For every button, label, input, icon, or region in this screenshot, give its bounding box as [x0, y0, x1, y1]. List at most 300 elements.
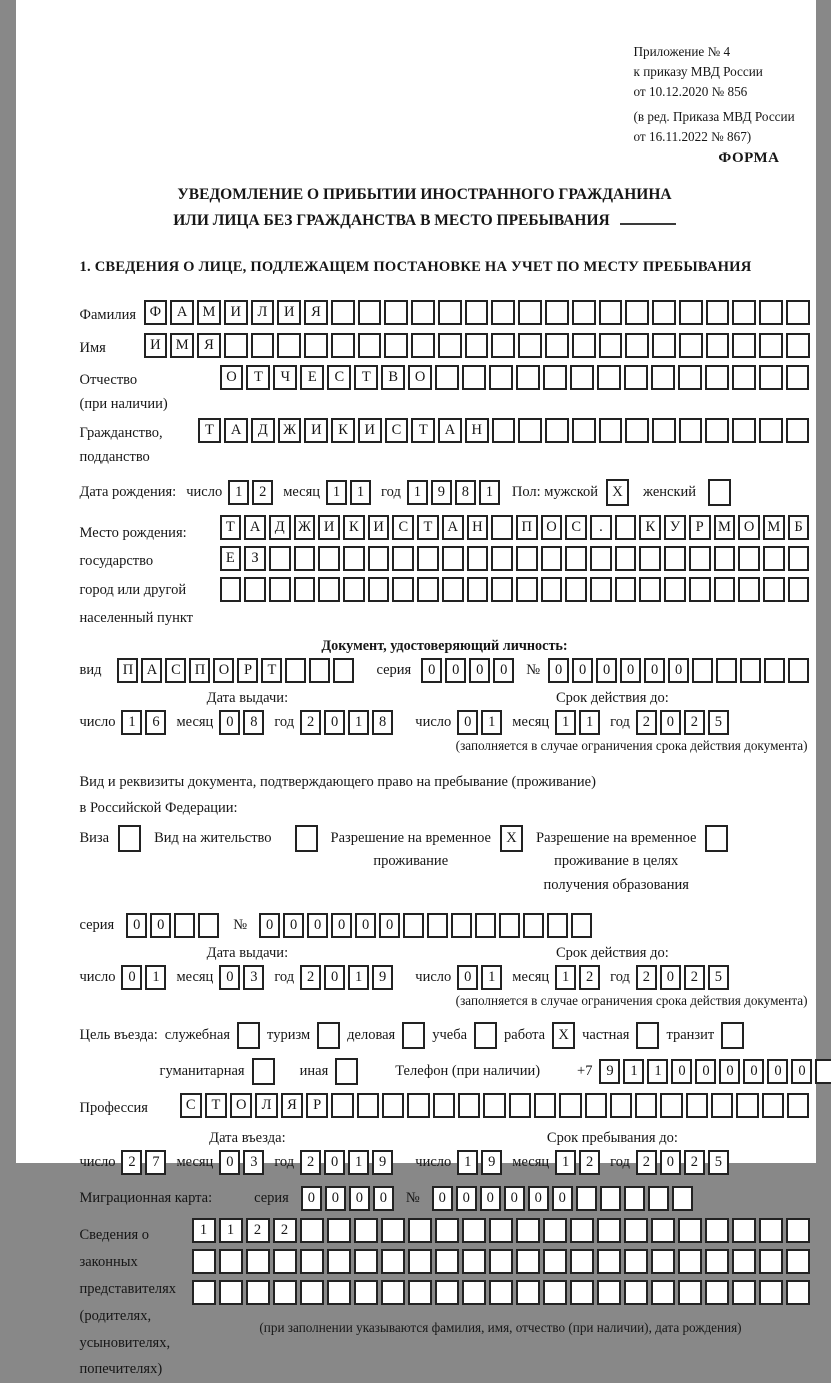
form-cell[interactable] — [788, 546, 810, 571]
form-cell[interactable]: П — [189, 658, 210, 683]
form-cell[interactable] — [516, 1218, 540, 1243]
form-cell[interactable]: Б — [788, 515, 810, 540]
form-cell[interactable] — [467, 577, 489, 602]
form-cell[interactable]: 9 — [372, 1150, 393, 1175]
form-cell[interactable] — [317, 1022, 340, 1049]
form-cell[interactable]: К — [343, 515, 365, 540]
form-cell[interactable] — [679, 300, 703, 325]
form-cell[interactable] — [327, 1280, 351, 1305]
form-cell[interactable] — [219, 1280, 243, 1305]
form-cell[interactable] — [403, 913, 424, 938]
form-cell[interactable] — [565, 577, 587, 602]
form-cell[interactable]: О — [541, 515, 563, 540]
form-cell[interactable]: 9 — [431, 480, 452, 505]
form-cell[interactable] — [615, 577, 637, 602]
form-cell[interactable] — [625, 418, 649, 443]
form-cell[interactable] — [489, 365, 513, 390]
form-cell[interactable] — [516, 365, 540, 390]
form-cell[interactable] — [417, 546, 439, 571]
form-cell[interactable] — [624, 1249, 648, 1274]
form-cell[interactable]: О — [738, 515, 760, 540]
form-cell[interactable]: 2 — [636, 965, 657, 990]
birth-day-input[interactable] — [228, 480, 273, 505]
form-cell[interactable] — [467, 546, 489, 571]
form-cell[interactable] — [786, 1249, 810, 1274]
form-cell[interactable] — [716, 658, 737, 683]
form-cell[interactable] — [545, 418, 569, 443]
form-cell[interactable] — [294, 546, 316, 571]
birth-place-line1[interactable] — [220, 515, 810, 540]
patronymic-input[interactable] — [220, 365, 810, 390]
form-cell[interactable]: 0 — [324, 1150, 345, 1175]
form-cell[interactable]: Л — [255, 1093, 277, 1118]
form-cell[interactable]: 0 — [456, 1186, 477, 1211]
purpose-work-checkbox[interactable] — [552, 1022, 575, 1049]
doc-number-input[interactable] — [548, 658, 809, 683]
form-cell[interactable]: Т — [411, 418, 435, 443]
form-cell[interactable]: 2 — [300, 1150, 321, 1175]
form-cell[interactable] — [489, 1218, 513, 1243]
form-cell[interactable]: 0 — [644, 658, 665, 683]
form-cell[interactable]: 9 — [481, 1150, 502, 1175]
form-cell[interactable]: 0 — [283, 913, 304, 938]
form-cell[interactable] — [438, 333, 462, 358]
form-cell[interactable] — [786, 1218, 810, 1243]
form-cell[interactable] — [624, 365, 648, 390]
form-cell[interactable]: 0 — [791, 1059, 812, 1084]
form-cell[interactable] — [331, 333, 355, 358]
form-cell[interactable] — [547, 913, 568, 938]
residence-number-input[interactable] — [259, 913, 592, 938]
form-cell[interactable] — [705, 825, 728, 852]
form-cell[interactable]: 1 — [407, 480, 428, 505]
form-cell[interactable]: И — [277, 300, 301, 325]
form-cell[interactable] — [368, 577, 390, 602]
form-cell[interactable] — [516, 577, 538, 602]
form-cell[interactable] — [570, 365, 594, 390]
temp-residence-checkbox[interactable] — [500, 825, 523, 852]
form-cell[interactable] — [570, 1249, 594, 1274]
form-cell[interactable]: 9 — [599, 1059, 620, 1084]
form-cell[interactable]: П — [117, 658, 138, 683]
form-cell[interactable] — [624, 1186, 645, 1211]
form-cell[interactable]: 8 — [243, 710, 264, 735]
form-cell[interactable]: X — [500, 825, 523, 852]
form-cell[interactable]: 0 — [457, 710, 478, 735]
form-cell[interactable] — [732, 1280, 756, 1305]
form-cell[interactable] — [759, 333, 783, 358]
phone-input[interactable] — [599, 1059, 831, 1084]
form-cell[interactable]: 0 — [126, 913, 147, 938]
form-cell[interactable]: 1 — [623, 1059, 644, 1084]
form-cell[interactable] — [277, 333, 301, 358]
form-cell[interactable] — [294, 577, 316, 602]
purpose-business-checkbox[interactable] — [402, 1022, 425, 1049]
form-cell[interactable]: С — [385, 418, 409, 443]
form-cell[interactable]: 0 — [493, 658, 514, 683]
form-cell[interactable] — [652, 418, 676, 443]
form-cell[interactable] — [174, 913, 195, 938]
form-cell[interactable] — [331, 1093, 353, 1118]
form-cell[interactable] — [664, 546, 686, 571]
form-cell[interactable]: 0 — [668, 658, 689, 683]
form-cell[interactable]: О — [408, 365, 432, 390]
purpose-private-checkbox[interactable] — [636, 1022, 659, 1049]
form-cell[interactable] — [489, 1280, 513, 1305]
form-cell[interactable]: Р — [689, 515, 711, 540]
form-cell[interactable] — [678, 365, 702, 390]
form-cell[interactable] — [759, 1249, 783, 1274]
form-cell[interactable] — [678, 1249, 702, 1274]
surname-input[interactable] — [144, 300, 810, 325]
form-cell[interactable] — [705, 365, 729, 390]
form-cell[interactable]: 0 — [349, 1186, 370, 1211]
form-cell[interactable] — [705, 1218, 729, 1243]
form-cell[interactable]: С — [327, 365, 351, 390]
form-cell[interactable] — [435, 1249, 459, 1274]
form-cell[interactable] — [732, 300, 756, 325]
valid-day-input[interactable] — [457, 710, 502, 735]
form-cell[interactable]: П — [516, 515, 538, 540]
form-cell[interactable] — [318, 577, 340, 602]
form-cell[interactable] — [615, 546, 637, 571]
form-cell[interactable] — [740, 658, 761, 683]
form-cell[interactable]: 0 — [432, 1186, 453, 1211]
doc-series-input[interactable] — [421, 658, 514, 683]
form-cell[interactable]: 0 — [219, 710, 240, 735]
form-cell[interactable]: X — [552, 1022, 575, 1049]
form-cell[interactable] — [732, 418, 756, 443]
form-cell[interactable] — [402, 1022, 425, 1049]
form-cell[interactable]: Р — [306, 1093, 328, 1118]
form-cell[interactable] — [384, 333, 408, 358]
form-cell[interactable]: М — [197, 300, 221, 325]
form-cell[interactable]: 1 — [348, 1150, 369, 1175]
form-cell[interactable]: 0 — [331, 913, 352, 938]
form-cell[interactable] — [381, 1218, 405, 1243]
form-cell[interactable]: 0 — [219, 965, 240, 990]
form-cell[interactable]: 0 — [150, 913, 171, 938]
form-cell[interactable] — [462, 1218, 486, 1243]
form-cell[interactable] — [192, 1280, 216, 1305]
form-cell[interactable] — [491, 577, 513, 602]
form-cell[interactable]: 0 — [596, 658, 617, 683]
issue-day-input[interactable] — [121, 710, 166, 735]
form-cell[interactable] — [786, 300, 810, 325]
form-cell[interactable] — [590, 577, 612, 602]
form-cell[interactable]: 0 — [373, 1186, 394, 1211]
form-cell[interactable]: 0 — [660, 710, 681, 735]
form-cell[interactable] — [664, 577, 686, 602]
form-cell[interactable]: 2 — [636, 1150, 657, 1175]
form-cell[interactable]: М — [170, 333, 194, 358]
issue-month-input[interactable] — [219, 710, 264, 735]
form-cell[interactable] — [543, 365, 567, 390]
form-cell[interactable] — [491, 300, 515, 325]
form-cell[interactable]: И — [144, 333, 168, 358]
form-cell[interactable] — [599, 300, 623, 325]
form-cell[interactable] — [462, 1249, 486, 1274]
form-cell[interactable] — [246, 1280, 270, 1305]
form-cell[interactable] — [354, 1280, 378, 1305]
form-cell[interactable] — [300, 1280, 324, 1305]
form-cell[interactable]: 2 — [273, 1218, 297, 1243]
residence-valid-month-input[interactable] — [555, 965, 600, 990]
form-cell[interactable] — [678, 1218, 702, 1243]
form-cell[interactable] — [615, 515, 637, 540]
form-cell[interactable] — [736, 1093, 758, 1118]
form-cell[interactable] — [357, 1093, 379, 1118]
form-cell[interactable] — [411, 333, 435, 358]
form-cell[interactable] — [759, 418, 783, 443]
mc-series-input[interactable] — [301, 1186, 394, 1211]
purpose-other-checkbox[interactable] — [335, 1058, 358, 1085]
form-cell[interactable]: А — [244, 515, 266, 540]
form-cell[interactable] — [118, 825, 141, 852]
form-cell[interactable] — [462, 365, 486, 390]
form-cell[interactable]: 7 — [145, 1150, 166, 1175]
form-cell[interactable] — [304, 333, 328, 358]
form-cell[interactable]: Н — [465, 418, 489, 443]
form-cell[interactable]: X — [606, 479, 629, 506]
purpose-humanitarian-checkbox[interactable] — [252, 1058, 275, 1085]
form-cell[interactable] — [597, 1249, 621, 1274]
form-cell[interactable]: А — [442, 515, 464, 540]
form-cell[interactable]: 1 — [555, 965, 576, 990]
form-cell[interactable] — [417, 577, 439, 602]
form-cell[interactable] — [787, 1093, 809, 1118]
form-cell[interactable] — [786, 333, 810, 358]
form-cell[interactable]: 0 — [355, 913, 376, 938]
form-cell[interactable] — [625, 300, 649, 325]
stay-day-input[interactable] — [457, 1150, 502, 1175]
form-cell[interactable]: 2 — [300, 965, 321, 990]
entry-day-input[interactable] — [121, 1150, 166, 1175]
form-cell[interactable]: А — [141, 658, 162, 683]
residence-issue-month-input[interactable] — [219, 965, 264, 990]
form-cell[interactable]: 2 — [252, 480, 273, 505]
form-cell[interactable] — [706, 300, 730, 325]
form-cell[interactable] — [599, 333, 623, 358]
form-cell[interactable] — [491, 515, 513, 540]
mc-number-input[interactable] — [432, 1186, 693, 1211]
form-cell[interactable] — [705, 1249, 729, 1274]
form-cell[interactable] — [541, 546, 563, 571]
birth-place-line2[interactable] — [220, 546, 810, 571]
form-cell[interactable] — [489, 1249, 513, 1274]
form-cell[interactable]: 1 — [579, 710, 600, 735]
form-cell[interactable] — [732, 1218, 756, 1243]
form-cell[interactable]: И — [224, 300, 248, 325]
form-cell[interactable]: 3 — [243, 965, 264, 990]
form-cell[interactable]: О — [230, 1093, 252, 1118]
form-cell[interactable]: З — [244, 546, 266, 571]
form-cell[interactable]: К — [331, 418, 355, 443]
form-cell[interactable]: 2 — [684, 710, 705, 735]
form-cell[interactable] — [219, 1249, 243, 1274]
form-cell[interactable] — [559, 1093, 581, 1118]
form-cell[interactable]: 1 — [219, 1218, 243, 1243]
form-cell[interactable] — [465, 333, 489, 358]
residence-valid-year-input[interactable] — [636, 965, 729, 990]
birth-place-line3[interactable] — [220, 577, 810, 602]
form-cell[interactable] — [358, 333, 382, 358]
form-cell[interactable]: Я — [197, 333, 221, 358]
form-cell[interactable] — [327, 1249, 351, 1274]
form-cell[interactable] — [763, 577, 785, 602]
form-cell[interactable] — [516, 1280, 540, 1305]
form-cell[interactable] — [635, 1093, 657, 1118]
form-cell[interactable] — [732, 365, 756, 390]
form-cell[interactable] — [648, 1186, 669, 1211]
form-cell[interactable] — [679, 333, 703, 358]
form-cell[interactable]: 2 — [121, 1150, 142, 1175]
form-cell[interactable] — [491, 546, 513, 571]
form-cell[interactable] — [738, 577, 760, 602]
form-cell[interactable] — [327, 1218, 351, 1243]
form-cell[interactable]: 1 — [555, 1150, 576, 1175]
form-cell[interactable] — [545, 333, 569, 358]
form-cell[interactable] — [382, 1093, 404, 1118]
form-cell[interactable]: 0 — [719, 1059, 740, 1084]
form-cell[interactable] — [523, 913, 544, 938]
birth-year-input[interactable] — [407, 480, 500, 505]
form-cell[interactable]: Ж — [278, 418, 302, 443]
form-cell[interactable] — [541, 577, 563, 602]
form-cell[interactable]: 1 — [457, 1150, 478, 1175]
form-cell[interactable]: 9 — [372, 965, 393, 990]
form-cell[interactable]: 2 — [246, 1218, 270, 1243]
visa-checkbox[interactable] — [118, 825, 141, 852]
form-cell[interactable]: Н — [467, 515, 489, 540]
form-cell[interactable] — [408, 1280, 432, 1305]
form-cell[interactable] — [597, 1280, 621, 1305]
form-cell[interactable] — [408, 1218, 432, 1243]
form-cell[interactable] — [708, 479, 731, 506]
form-cell[interactable]: О — [213, 658, 234, 683]
form-cell[interactable] — [590, 546, 612, 571]
form-cell[interactable]: 8 — [455, 480, 476, 505]
form-cell[interactable] — [269, 577, 291, 602]
form-cell[interactable]: Ф — [144, 300, 168, 325]
form-cell[interactable] — [220, 577, 242, 602]
form-cell[interactable] — [714, 546, 736, 571]
form-cell[interactable] — [570, 1280, 594, 1305]
form-cell[interactable] — [689, 546, 711, 571]
form-cell[interactable] — [285, 658, 306, 683]
form-cell[interactable]: Ч — [273, 365, 297, 390]
form-cell[interactable] — [491, 333, 515, 358]
form-cell[interactable] — [381, 1280, 405, 1305]
stay-year-input[interactable] — [636, 1150, 729, 1175]
form-cell[interactable] — [407, 1093, 429, 1118]
form-cell[interactable] — [458, 1093, 480, 1118]
form-cell[interactable]: Т — [261, 658, 282, 683]
form-cell[interactable] — [738, 546, 760, 571]
form-cell[interactable] — [600, 1186, 621, 1211]
form-cell[interactable] — [318, 546, 340, 571]
form-cell[interactable]: 0 — [528, 1186, 549, 1211]
form-cell[interactable] — [475, 913, 496, 938]
form-cell[interactable] — [652, 300, 676, 325]
form-cell[interactable] — [543, 1218, 567, 1243]
form-cell[interactable]: Т — [354, 365, 378, 390]
form-cell[interactable]: 0 — [572, 658, 593, 683]
form-cell[interactable]: . — [590, 515, 612, 540]
form-cell[interactable] — [570, 1218, 594, 1243]
form-cell[interactable]: О — [220, 365, 244, 390]
form-cell[interactable]: С — [180, 1093, 202, 1118]
form-cell[interactable]: 0 — [324, 965, 345, 990]
guardians-line2[interactable] — [192, 1249, 810, 1274]
purpose-transit-checkbox[interactable] — [721, 1022, 744, 1049]
form-cell[interactable]: И — [358, 418, 382, 443]
form-cell[interactable] — [678, 1280, 702, 1305]
form-cell[interactable] — [651, 365, 675, 390]
form-cell[interactable]: Я — [281, 1093, 303, 1118]
form-cell[interactable] — [331, 300, 355, 325]
form-cell[interactable]: Т — [205, 1093, 227, 1118]
form-cell[interactable] — [788, 577, 810, 602]
form-cell[interactable]: 1 — [326, 480, 347, 505]
form-cell[interactable] — [509, 1093, 531, 1118]
form-cell[interactable]: 6 — [145, 710, 166, 735]
form-cell[interactable] — [686, 1093, 708, 1118]
form-cell[interactable] — [237, 1022, 260, 1049]
form-cell[interactable]: 1 — [647, 1059, 668, 1084]
form-cell[interactable] — [462, 1280, 486, 1305]
form-cell[interactable] — [565, 546, 587, 571]
form-cell[interactable]: 2 — [636, 710, 657, 735]
guardians-line1[interactable] — [192, 1218, 810, 1243]
form-cell[interactable] — [639, 577, 661, 602]
form-cell[interactable]: Т — [417, 515, 439, 540]
form-cell[interactable]: Т — [198, 418, 222, 443]
residence-series-input[interactable] — [126, 913, 219, 938]
form-cell[interactable] — [343, 577, 365, 602]
guardians-line3[interactable] — [192, 1280, 810, 1305]
form-cell[interactable]: И — [368, 515, 390, 540]
form-cell[interactable] — [788, 658, 809, 683]
form-cell[interactable] — [692, 658, 713, 683]
form-cell[interactable]: 5 — [708, 965, 729, 990]
form-cell[interactable] — [711, 1093, 733, 1118]
form-cell[interactable]: 3 — [243, 1150, 264, 1175]
form-cell[interactable] — [576, 1186, 597, 1211]
form-cell[interactable] — [474, 1022, 497, 1049]
form-cell[interactable]: 0 — [325, 1186, 346, 1211]
form-cell[interactable]: 1 — [350, 480, 371, 505]
form-cell[interactable] — [295, 825, 318, 852]
form-cell[interactable] — [251, 333, 275, 358]
form-cell[interactable]: 5 — [708, 710, 729, 735]
form-cell[interactable] — [599, 418, 623, 443]
sex-female-checkbox[interactable] — [708, 479, 731, 506]
form-cell[interactable] — [585, 1093, 607, 1118]
form-cell[interactable]: 2 — [579, 965, 600, 990]
residence-permit-checkbox[interactable] — [295, 825, 318, 852]
form-cell[interactable]: 1 — [555, 710, 576, 735]
form-cell[interactable]: 2 — [579, 1150, 600, 1175]
form-cell[interactable] — [198, 913, 219, 938]
form-cell[interactable] — [759, 1218, 783, 1243]
form-cell[interactable] — [354, 1218, 378, 1243]
form-cell[interactable] — [624, 1280, 648, 1305]
form-cell[interactable] — [483, 1093, 505, 1118]
birth-month-input[interactable] — [326, 480, 371, 505]
form-cell[interactable] — [639, 546, 661, 571]
form-cell[interactable]: М — [763, 515, 785, 540]
